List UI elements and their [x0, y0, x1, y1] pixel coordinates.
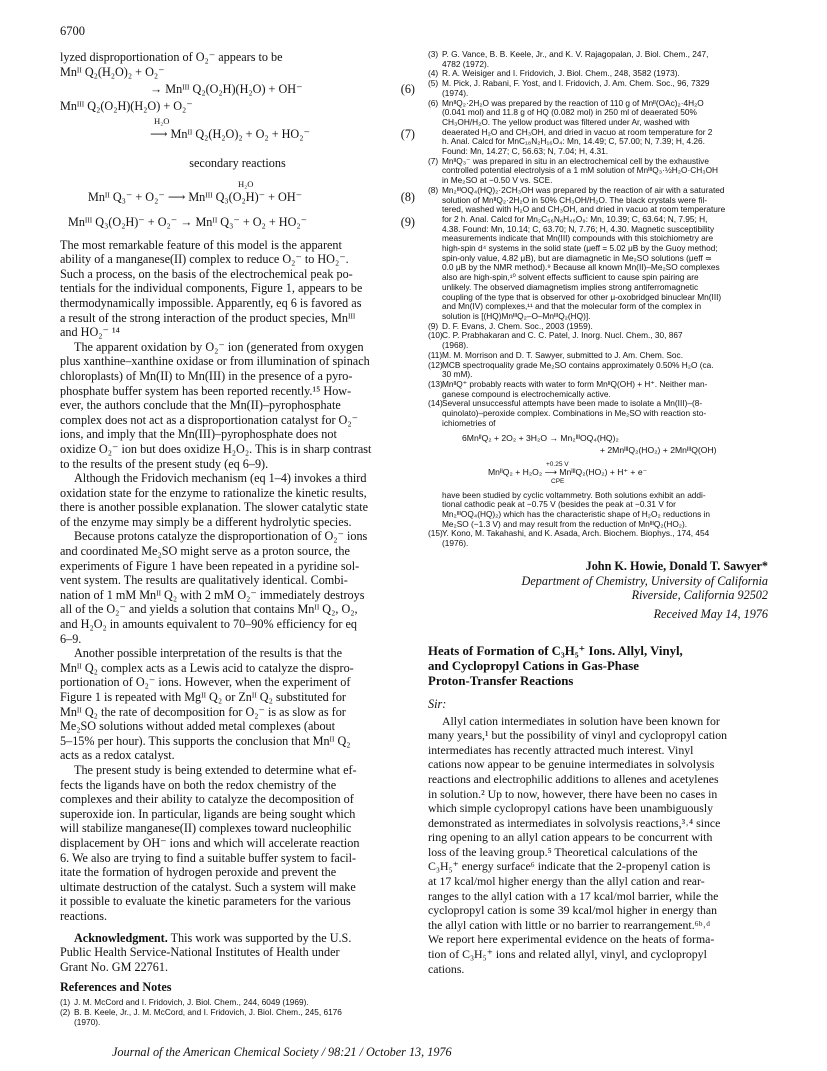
text-line: Such a process, on the basis of the electrochemical peak po- — [60, 266, 353, 281]
text-line: plus xanthine–xanthine oxidase or from illumination of spinach — [60, 354, 370, 369]
reference-item — [428, 157, 768, 186]
text-line: which simple cyclopropyl cations have been unambiguously — [428, 801, 714, 816]
affiliation-line-1: Department of Chemistry, University of California — [521, 573, 768, 588]
text-line: complex does not act as a disproportionation catalyst for O₂⁻ — [60, 412, 359, 427]
reference-label: (7) — [428, 155, 439, 166]
reference-text: 4.38. Found: Mn, 10.14; C, 63.70; N, 7.76; H, 4.30. Magnetic susceptibility — [442, 223, 715, 234]
reference-text: also are high-spin,¹⁰ solvent effects sufficient to cause spin pairing are — [442, 272, 699, 283]
text-line: there is another possible explanation. The slower catalytic state — [60, 500, 369, 515]
affiliation-line-2: Riverside, California 92502 — [631, 588, 768, 603]
text-line: oxidation state for the enzyme to rationalize the kinetic results, — [60, 485, 367, 500]
reference-text: and Mn(IV) complexes,¹¹ and that the molecular form of the complex in — [442, 301, 702, 312]
ref14-equation-1a: 6MnᴵᴵQ₂ + 2O₂ + 3H₂O → Mn₂ᴵᴵᴵOQ₄(HQ)₂ — [462, 433, 619, 444]
text-line: demonstrated as intermediates in solvolysis reactions,³˒⁴ since — [428, 815, 721, 830]
reference-item — [428, 380, 768, 399]
text-line: Figure 1 is repeated with Mgᴵᴵ Q₂ or Znᴵᴵ Q₂ substituted for — [60, 690, 346, 704]
equation-number: (6) — [400, 81, 415, 96]
text-line: superoxide ion. In particular, ligands are being sought which — [60, 806, 356, 821]
text-line: fects the ligands have on both the redox chemistry of the — [60, 777, 337, 792]
ref14-equation-1b: + 2MnᴵᴵᴵQ₂(HO₂) + 2MnᴵᴵᴵQ(OH) — [600, 445, 717, 456]
right-column — [428, 50, 768, 976]
reference-text: CH₃OH/H₂O. The yellow product was filtered under Ar, washed with — [442, 116, 690, 127]
text-line: and coordinated Me₂SO might serve as a proton source, the — [60, 544, 350, 559]
journal-footer: Journal of the American Chemical Society / 98:21 / October 13, 1976 — [112, 1045, 452, 1059]
reference-14-tail: have been studied by cyclic voltammetry. Both solutions exhibit an addi- tional cathodic peak at −0.75 V (besides the peak at −0.31 V for Mn₂ᴵᴵᴵOQ₄(HQ)₂) which has the characteristic shape of H₂O₂ reductions in Me₂SO (−1.3 V) and may result from the reduction of MnᴵᴵᴵQ₂(HO₂). — [442, 489, 711, 529]
paragraph-pyridine — [60, 529, 415, 646]
reference-text: MCB spectroquality grade Me₂SO contains approximately 0.50% H₂O (ca. — [442, 359, 714, 370]
reference-text: R. A. Weisiger and I. Fridovich, J. Biol. Chem., 248, 3582 (1973). — [442, 68, 680, 79]
reference-text: unlikely. The observed diamagnetism implies strong antiferromagnetic — [442, 281, 699, 292]
text-line: The most remarkable feature of this model is the apparent — [60, 237, 342, 252]
text-line: We report here experimental evidence on the heats of forma- — [428, 932, 715, 947]
ref14-equation-2: MnᴵᴵQ₂ + H₂O₂ ⟶ MnᴵᴵᴵQ₂(HO₂) + H⁺ + e⁻ — [488, 466, 648, 477]
text-line: and HO₂⁻ ¹⁴ — [60, 325, 120, 340]
received-date: Received May 14, 1976 — [653, 606, 768, 621]
text-line: chloroplasts) of Mn(II) to Mn(III) in the presence of a pyro- — [60, 368, 353, 383]
text-line: in solution.² Up to now, however, there have been no cases in — [428, 786, 718, 801]
text-line: nation of 1 mM Mnᴵᴵ Q₂ with 2 mM O₂⁻ immediately destroys — [60, 587, 365, 602]
reference-text: coupling of the type that is observed for other μ-oxobridged binuclear Mn(III) — [442, 291, 722, 302]
text-line: ions, and imply that the Mn(III)–pyrophosphate does not — [60, 427, 337, 442]
text-line: and H₂O₂ in amounts equivalent to 70–90% efficiency for eq — [60, 617, 357, 632]
text-line: Grant No. GM 22761. — [60, 959, 168, 974]
reference-text: MnᴵᴵQ⁺ probably reacts with water to form MnᴵᴵQ(OH) + H⁺. Neither man- — [442, 378, 708, 389]
text-line: phosphate buffer system has been reported recently.¹⁵ How- — [60, 383, 352, 398]
text-line: Because protons catalyze the disproportionation of O₂⁻ ions — [74, 529, 368, 544]
equation-6-line-2: → Mnᴵᴵᴵ Q₂(O₂H)(H₂O) + OH⁻ (6) — [150, 81, 415, 96]
text-line: Public Health Service-National Institutes of Health under — [60, 945, 340, 960]
reference-label: (3) — [428, 49, 439, 59]
text-line: the allyl cation with little or no barrier to rearrangement.⁶ᵇ˒ᵈ — [428, 917, 711, 932]
text-line: 5–15% per hour). This supports the conclusion that Mnᴵᴵ Q₂ — [60, 733, 351, 748]
text-line: reactions. — [60, 908, 108, 923]
reference-text: (0.041 mol) and 11.8 g of HQ (0.082 mol) in 250 ml of deaerated 50% — [442, 107, 697, 118]
text-line: vent system. The results are qualitatively identical. Combi- — [60, 573, 348, 588]
reference-item — [428, 79, 768, 98]
text-line: oxidize O₂⁻ ion but does oxidize H₂O₂. This is in sharp contrast — [60, 441, 372, 456]
text-line: thermodynamically impossible. Apparently, eq 6 is favored as — [60, 295, 362, 310]
text-line: to the results of the present study (eq 6–9). — [60, 456, 269, 471]
text-line: cyclopropyl cation is some 39 kcal/mol higher in energy than — [428, 903, 718, 918]
reference-text: P. G. Vance, B. B. Keele, Jr., and K. V. Rajagopalan, J. Biol. Chem., 247, — [442, 49, 709, 59]
reference-text: solution of MnᴵᴵQ₂·2H₂O in 50% CH₃OH/H₂O. The black crystals were fil- — [442, 194, 708, 205]
reference-text: high-spin d⁴ systems in the solid state (μeff = 5.02 μB by the Guoy method; — [442, 243, 718, 254]
ref14-equation-2-under: CPE — [551, 477, 565, 485]
reference-text: D. F. Evans, J. Chem. Soc., 2003 (1959). — [442, 320, 593, 331]
reference-label: (13) — [428, 378, 443, 389]
reference-text: spin-only value, 4.82 μB), but are diamagnetic in Me₂SO solutions (μeff ≃ — [442, 252, 713, 263]
article-body — [428, 714, 768, 977]
reference-text: M. Pick, J. Rabani, F. Yost, and I. Fridovich, J. Am. Chem. Soc., 96, 7329 — [442, 78, 710, 89]
text-line: ever, the authors conclude that the Mn(II)–pyrophosphate — [60, 398, 341, 413]
equation-6-line-1: Mnᴵᴵ Q₂(H₂O)₂ + O₂⁻ — [60, 64, 165, 79]
references-heading: References and Notes — [60, 980, 172, 995]
reference-text: Mn₂ᴵᴵᴵOQ₄(HQ)₂·2CH₃OH was prepared by the reaction of air with a saturated — [442, 184, 725, 195]
reference-2: (2) B. B. Keele, Jr., J. M. McCord, and I. Fridovich, J. Biol. Chem., 245, 6176 (1970). — [60, 1006, 342, 1027]
text-line: ranges to the allyl cation with a 17 kcal/mol barrier, while the — [428, 888, 719, 903]
reference-14-equations — [428, 434, 768, 484]
text-line: This work was supported by the U.S. — [167, 930, 352, 945]
reference-label: (11) — [428, 349, 443, 360]
ref14-equation-2-over: +0.25 V — [546, 460, 569, 468]
text-line: at 17 kcal/mol higher energy than the allyl cation and rear- — [428, 874, 705, 889]
text-line: The apparent oxidation by O₂⁻ ion (generated from oxygen — [74, 339, 364, 354]
reference-text: deaerated H₂O and CH₃OH, and dried in vacuo at room temperature for 2 — [442, 126, 713, 137]
text-line: cations now appear to be genuine intermediates in solvolysis — [428, 757, 715, 772]
text-line: loss of the leaving group.⁵ Theoretical calculations of the — [428, 844, 698, 859]
text-line: acts as a redox catalyst. — [60, 748, 175, 763]
equation-number: (9) — [400, 214, 415, 229]
authors: John K. Howie, Donald T. Sawyer* — [585, 558, 768, 573]
reference-label: (12) — [428, 359, 443, 370]
reference-text: (1974). — [442, 87, 469, 98]
text-line: Mnᴵᴵ Q₂ the rate of decomposition for O₂⁻ is as slow as for — [60, 704, 346, 719]
paragraph-fridovich — [60, 471, 415, 529]
text-line: displacement by OH⁻ ions and which will accelerate reaction — [60, 835, 360, 850]
text-line: portionation of O₂⁻ ions. However, when the experiment of — [60, 675, 351, 690]
equation-8: Mnᴵᴵ Q₃⁻ + O₂⁻ ⟶ Mnᴵᴵᴵ Q₃(O₂H)⁻ + OH⁻ (8) — [88, 189, 415, 204]
reference-text: controlled potential electrolysis of a 1 mM solution of MnᴵᴵᴵQ₃·½H₂O·CH₃OH — [442, 165, 719, 176]
page-number: 6700 — [60, 24, 85, 38]
reference-text: for 2 h. Anal. Calcd for Mn₂C₅₆N₆H₄₆O₉: Mn, 10.39; C, 63.64; N, 7.95; H, — [442, 213, 708, 224]
equation-9: Mnᴵᴵᴵ Q₃(O₂H)⁻ + O₂⁻ → Mnᴵᴵ Q₃⁻ + O₂ + HO₂⁻ (9) — [68, 214, 415, 229]
reference-item — [428, 399, 768, 428]
reference-text: tered, washed with H₂O and CH₃OH, and dried in vacuo at room temperature — [442, 204, 726, 215]
text-line: ability of a manganese(II) complex to reduce O₂⁻ to HO₂⁻. — [60, 252, 349, 267]
text-line: cations. — [428, 961, 465, 976]
text-line: Me₂SO solutions without added metal complexes (about — [60, 719, 336, 734]
article-title: Heats of Formation of C₃H₅⁺ Ions. Allyl, Vinyl, and Cyclopropyl Cations in Gas-Phase Proton-Transfer Reactions — [428, 643, 683, 688]
left-column — [60, 50, 415, 1027]
equation-7-line-2: ⟶ Mnᴵᴵ Q₂(H₂O)₂ + O₂ + HO₂⁻ (7) — [150, 126, 415, 141]
reference-text: 0.0 μB by the NMR method).⁹ Because all known Mn(II)–Me₂SO complexes — [442, 262, 720, 273]
paragraph-pyrophosphate — [60, 340, 415, 471]
equation-7-over-arrow: H₂O — [154, 115, 170, 126]
equation-7-line-1: Mnᴵᴵᴵ Q₂(O₂H)(H₂O) + O₂⁻ — [60, 98, 193, 113]
acknowledgment — [60, 931, 415, 975]
reference-text: Found: Mn, 14.27; C, 56.63; N, 7.04; H, 4.31. — [442, 146, 609, 157]
text-line: Allyl cation intermediates in solution have been known for — [442, 713, 720, 728]
reference-label: (6) — [428, 97, 439, 108]
text-line: tentials for the individual components, Figure 1, appears to be — [60, 281, 363, 296]
reference-text: in Me₂SO at −0.50 V vs. SCE. — [442, 175, 553, 186]
acknowledgment-label: Acknowledgment. — [74, 930, 168, 945]
equation-8-over-arrow: H₂O — [238, 178, 254, 189]
text-line: reactions and electrophilic additions to allenes and acetylenes — [428, 771, 719, 786]
reference-text: measurements indicate that Mn(III) compounds with this stoichiometry are — [442, 233, 714, 244]
text-line: Another possible interpretation of the results is that the — [74, 646, 343, 661]
reference-text: MnᴵᴵQ₂·2H₂O was prepared by the reaction of 110 g of Mnᴵᴵ(OAc)₂·4H₂O — [442, 97, 704, 108]
reference-text: 4782 (1972). — [442, 58, 490, 69]
reference-list — [428, 50, 768, 428]
text-line: itate the formation of hydrogen peroxide and prevent the — [60, 865, 337, 880]
reference-text: ganese compound is electrochemically active. — [442, 388, 611, 399]
text-line: 6. We also are trying to find a suitable buffer system to facil- — [60, 850, 357, 865]
text-line: it possible to evaluate the kinetic parameters for the various — [60, 894, 351, 909]
reference-text: quinolato)–peroxide complex. Combinations in Me₂SO with reaction sto- — [442, 408, 707, 419]
reference-1: (1) J. M. McCord and I. Fridovich, J. Biol. Chem., 244, 6049 (1969). — [60, 997, 309, 1008]
text-line: intermediates has recently attracted much interest. Vinyl — [428, 742, 694, 757]
equation-number: (7) — [400, 126, 415, 141]
reference-item — [428, 186, 768, 322]
text-line: tion of C₃H₅⁺ ions and related allyl, vinyl, and cyclopropyl — [428, 947, 707, 962]
paragraph-model — [60, 238, 415, 340]
intro-line: lyzed disproportionation of O₂⁻ appears to be — [60, 50, 283, 64]
text-line: all of the O₂⁻ and yields a solution that contains Mnᴵᴵ Q₂, O₂, — [60, 602, 358, 617]
text-line: a result of the strong interaction of the product species, Mnᴵᴵᴵ — [60, 310, 356, 325]
text-line: The present study is being extended to determine what ef- — [74, 762, 357, 777]
text-line: experiments of Figure 1 have been repeated in a pyridine sol- — [60, 558, 360, 573]
equation-number: (8) — [400, 189, 415, 204]
text-line: ring opening to an allyl cation appears to be concurrent with — [428, 830, 713, 845]
reference-text: MnᴵᴵQ₃⁻ was prepared in situ in an electrochemical cell by the exhaustive — [442, 155, 709, 166]
text-line: 6–9. — [60, 631, 82, 646]
secondary-reactions-label: secondary reactions — [189, 155, 286, 170]
text-line: C₃H₅⁺ energy surface⁶ indicate that the 2-propenyl cation is — [428, 859, 711, 874]
reference-label: (5) — [428, 78, 439, 89]
reference-text: Several unsuccessful attempts have been made to isolate a Mn(III)–(8- — [442, 398, 703, 409]
reference-text: M. M. Morrison and D. T. Sawyer, submitted to J. Am. Chem. Soc. — [442, 349, 683, 360]
reference-item — [428, 361, 768, 380]
reference-label: (4) — [428, 68, 439, 79]
reference-label: (8) — [428, 184, 439, 195]
salutation: Sir: — [428, 696, 447, 711]
reference-label: (10) — [428, 330, 443, 341]
reference-text: C. P. Prabhakaran and C. C. Patel, J. Inorg. Nucl. Chem., 30, 867 — [442, 330, 683, 341]
reference-15: (15)Y. Kono, M. Takahashi, and K. Asada, Arch. Biochem. Biophys., 174, 454 (1976). — [428, 528, 710, 549]
reference-text: ichiometries of — [442, 417, 496, 428]
text-line: Mnᴵᴵ Q₂ complex acts as a Lewis acid to catalyze the dispro- — [60, 660, 354, 675]
reference-item — [428, 99, 768, 157]
text-line: Although the Fridovich mechanism (eq 1–4) invokes a third — [74, 471, 367, 486]
text-line: complexes and their ability to catalyze the decomposition of — [60, 792, 354, 807]
text-line: many years,¹ but the possibility of vinyl and cyclopropyl cation — [428, 728, 728, 743]
text-line: will stabilize manganese(II) complexes toward nucleophilic — [60, 821, 352, 836]
paragraph-future-work — [60, 763, 415, 924]
reference-label: (9) — [428, 320, 439, 331]
paragraph-lewis-acid — [60, 646, 415, 763]
reference-label: (14) — [428, 398, 443, 409]
text-line: ultimate destruction of the catalyst. Such a system will make — [60, 879, 356, 894]
reference-item — [428, 331, 768, 350]
reference-item — [428, 50, 768, 69]
reference-text: (1968). — [442, 340, 469, 351]
text-line: of the enzyme may simply be a different hydrolytic species. — [60, 514, 352, 529]
reference-text: 30 mM). — [442, 369, 473, 380]
reference-text: h. Anal. Calcd for MnC₁₈N₂H₁₆O₄: Mn, 14.49; C, 57.00; N, 7.39; H, 4.26. — [442, 136, 705, 147]
reference-text: solution is [(HQ)MnᴵᴵᴵQ₂–O–MnᴵᴵᴵQ₂(HQ)]. — [442, 310, 591, 321]
